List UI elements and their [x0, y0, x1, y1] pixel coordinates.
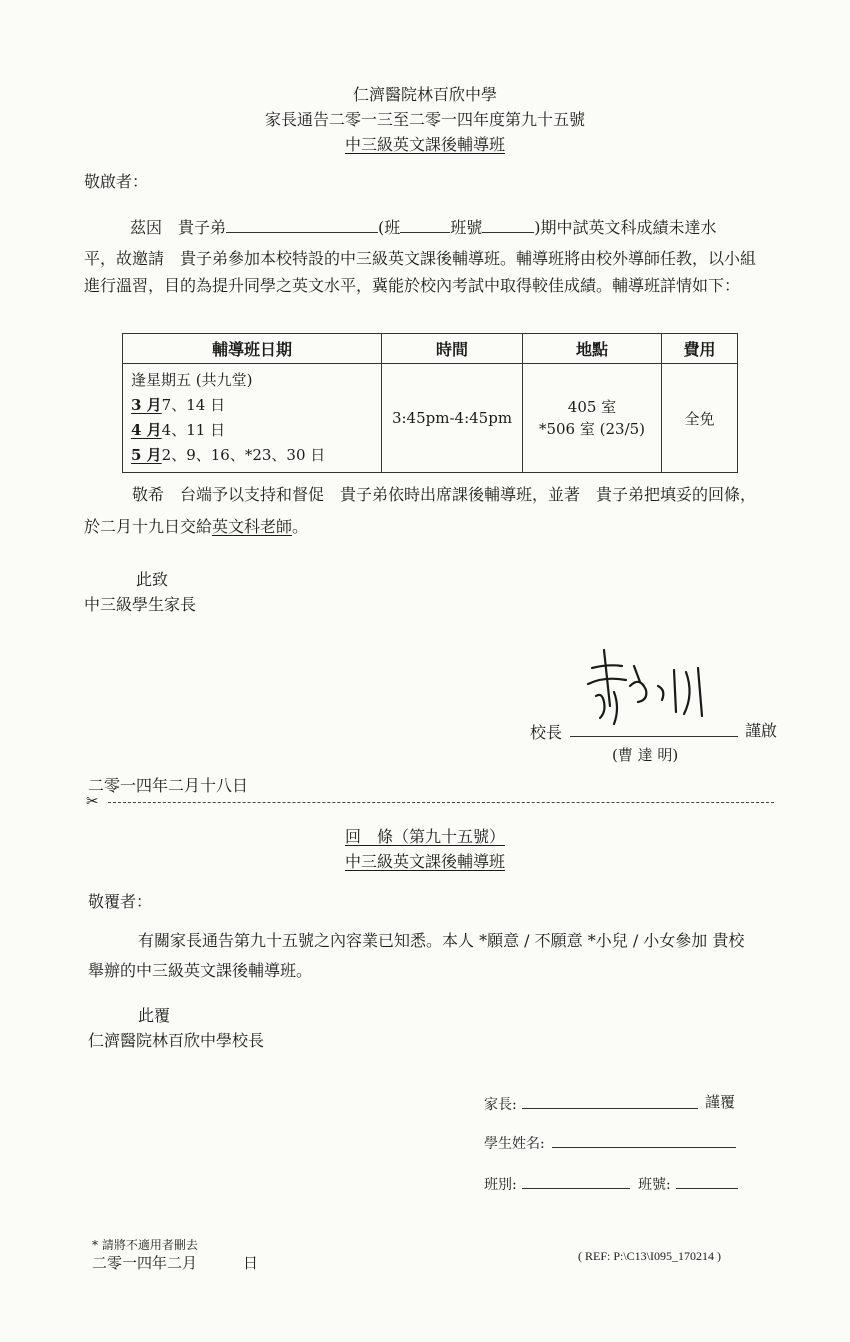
- parent-signature-field[interactable]: [522, 1108, 698, 1109]
- reply-body-line-1: 有關家長通告第九十五號之內容業已知悉。本人 *願意 / 不願意 *小兒 / 小女參加 貴校: [138, 931, 745, 950]
- closing: 此致: [136, 570, 169, 589]
- reference-code: ( REF: P:\C13\I095_170214 ): [578, 1249, 722, 1263]
- salutation: 敬啟者：: [84, 172, 149, 191]
- footnote: * 請將不適用者刪去: [92, 1238, 198, 1252]
- paragraph-2-line-2: 於二月十九日交給英文科老師。: [84, 517, 309, 536]
- student-name-label: 學生姓名:: [484, 1136, 545, 1152]
- reply-date-prefix: 二零一四年二月: [92, 1254, 198, 1272]
- dates-title: 逢星期五 (共九堂): [131, 371, 253, 389]
- paragraph-1-line-3: 進行溫習，目的為提升同學之英文水平，冀能於校內考試中取得較佳成績。輔導班詳情如下：: [84, 276, 741, 295]
- paragraph-1-line-2: 平，故邀請 貴子弟參加本校特設的中三級英文課後輔導班。輔導班將由校外導師任教，以小組: [84, 249, 757, 268]
- student-name-field[interactable]: [552, 1147, 736, 1148]
- table-row: [123, 364, 738, 473]
- student-name-blank: [226, 216, 378, 233]
- venue-cell: 405 室 *506 室 (23/5): [523, 364, 662, 473]
- parent-label: 家長:: [484, 1097, 517, 1113]
- time-cell: 3:45pm-4:45pm: [382, 364, 523, 473]
- reply-subtitle: 中三級英文課後輔導班: [344, 852, 505, 871]
- table-header-row: [123, 334, 738, 364]
- notice-number: 家長通告二零一三至二零一四年度第九十五號: [264, 110, 585, 129]
- month-row-march: 3 月7、14 日: [131, 396, 226, 414]
- class-number-label: 班號:: [638, 1177, 671, 1193]
- col-date-header: 輔導班日期: [123, 334, 382, 364]
- reply-date-suffix: 日: [243, 1254, 259, 1272]
- col-time-header: 時間: [382, 334, 523, 364]
- month-row-may: 5 月2、9、16、*23、30 日: [131, 446, 326, 464]
- reply-body-line-2: 舉辦的中三級英文課後輔導班。: [88, 961, 313, 980]
- parent-suffix: 謹覆: [705, 1093, 736, 1111]
- reply-closing: 此覆: [138, 1006, 171, 1025]
- schedule-table: [122, 333, 738, 473]
- class-blank: [400, 216, 450, 233]
- principal-label: 校長: [530, 723, 563, 742]
- month-row-april: 4 月4、11 日: [131, 421, 226, 439]
- school-name: 仁濟醫院林百欣中學: [352, 85, 497, 104]
- dates-cell: [123, 364, 382, 473]
- class-number-blank: [482, 216, 534, 233]
- reply-salutation: 敬覆者：: [88, 892, 153, 911]
- class-label: 班別:: [484, 1177, 517, 1193]
- recipient: 中三級學生家長: [84, 595, 197, 614]
- class-number-field[interactable]: [676, 1188, 738, 1189]
- principal-name: (曹 達 明): [612, 746, 679, 764]
- principal-suffix: 謹啟: [745, 721, 778, 740]
- reply-title: 回 條（第九十五號）: [344, 827, 505, 846]
- notice-date: 二零一四年二月十八日: [88, 776, 249, 795]
- cut-line: [108, 802, 774, 803]
- col-fee-header: 費用: [662, 334, 738, 364]
- paragraph-1-line-1: 茲因 貴子弟 (班 班號 )期中試英文科成績未達水: [130, 218, 717, 237]
- signature-line: [570, 736, 738, 737]
- fee-cell: 全免: [662, 364, 738, 473]
- col-venue-header: 地點: [523, 334, 662, 364]
- class-field[interactable]: [522, 1188, 630, 1189]
- scissors-icon: ✂: [86, 792, 99, 810]
- paragraph-2-line-1: 敬希 台端予以支持和督促 貴子弟依時出席課後輔導班，並著 貴子弟把填妥的回條，: [132, 485, 757, 504]
- notice-subject: 中三級英文課後輔導班: [344, 135, 505, 154]
- reply-recipient: 仁濟醫院林百欣中學校長: [88, 1031, 265, 1050]
- principal-signature: [574, 646, 724, 736]
